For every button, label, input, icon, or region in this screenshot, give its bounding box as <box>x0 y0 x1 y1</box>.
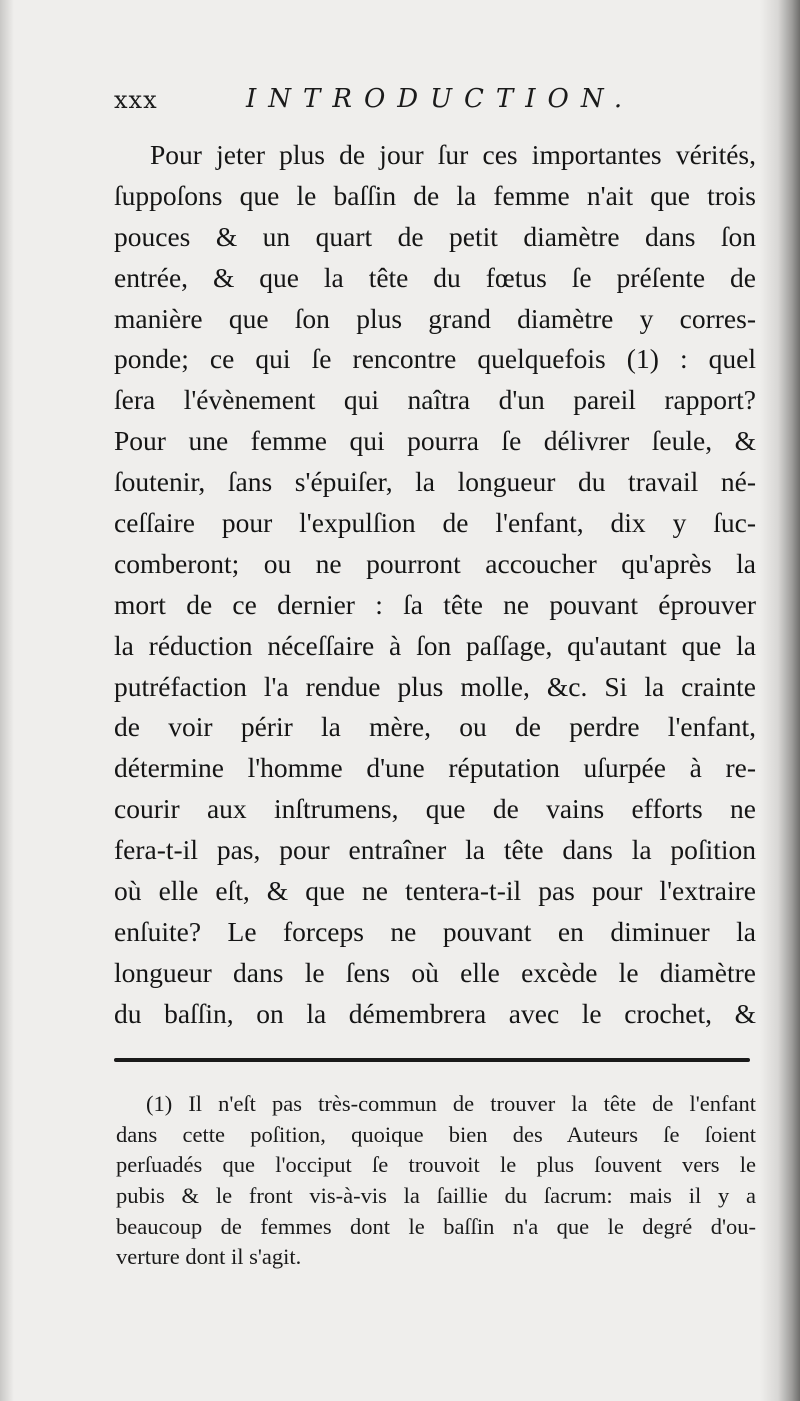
body-line: comberont; ou ne pourront accoucher qu'après la <box>114 547 756 579</box>
body-line: pouces & un quart de petit diamètre dans ſon <box>114 220 756 252</box>
body-line: de voir périr la mère, ou de perdre l'enfant, <box>114 711 756 743</box>
body-line: ſoutenir, ſans s'épuiſer, la longueur du travail né- <box>114 466 756 498</box>
page-gutter-left <box>0 0 14 1401</box>
body-line: Pour une femme qui pourra ſe délivrer ſeule, & <box>114 425 756 457</box>
footnote <box>116 1089 756 1273</box>
body-line: mort de ce dernier : ſa tête ne pouvant éprouver <box>114 588 756 620</box>
page-gutter-right <box>760 0 800 1401</box>
footnote-rule <box>114 1058 750 1062</box>
footnote-line: (1) Il n'eſt pas très-commun de trouver la tête de l'enfant <box>146 1091 756 1116</box>
footnote-line: beaucoup de femmes dont le baſſin n'a que le degré d'ou- <box>116 1213 756 1239</box>
body-line: manière que ſon plus grand diamètre y corres- <box>114 302 756 334</box>
main-paragraph <box>114 135 756 1035</box>
body-line: courir aux inſtrumens, que de vains efforts ne <box>114 793 756 825</box>
body-line: où elle eſt, & que ne tentera-t-il pas pour l'extraire <box>114 875 756 907</box>
footnote-line: perſuadés que l'occiput ſe trouvoit le plus ſouvent vers le <box>116 1152 756 1178</box>
footnote-line: dans cette poſition, quoique bien des Auteurs ſe ſoient <box>116 1121 756 1147</box>
body-line: fera-t-il pas, pour entraîner la tête dans la poſition <box>114 834 756 866</box>
running-head <box>114 82 754 122</box>
body-line: enſuite? Le forceps ne pouvant en diminuer la <box>114 915 756 947</box>
footnote-line: verture dont il s'agit. <box>116 1244 302 1270</box>
footnote-line: pubis & le front vis-à-vis la ſaillie du ſacrum: mais il y a <box>116 1183 756 1209</box>
body-line: entrée, & que la tête du fœtus ſe préſente de <box>114 261 756 293</box>
body-line: Pour jeter plus de jour ſur ces importantes vérités, <box>150 139 756 170</box>
body-line: ceſſaire pour l'expulſion de l'enfant, dix y ſuc- <box>114 507 756 539</box>
body-line: la réduction néceſſaire à ſon paſſage, qu'autant que la <box>114 629 756 661</box>
body-line: ponde; ce qui ſe rencontre quelquefois (1) : quel <box>114 343 756 375</box>
body-line: ſera l'évènement qui naîtra d'un pareil rapport? <box>114 384 756 416</box>
body-line: ſuppoſons que le baſſin de la femme n'ait que trois <box>114 179 756 211</box>
body-line: du baſſin, on la démembrera avec le crochet, & <box>114 997 756 1029</box>
body-line: putréfaction l'a rendue plus molle, &c. Si la crainte <box>114 670 756 702</box>
body-line: longueur dans le ſens où elle excède le diamètre <box>114 956 756 988</box>
section-title: INTRODUCTION. <box>246 84 635 114</box>
page-number: xxx <box>114 86 158 114</box>
body-line: détermine l'homme d'une réputation uſurpée à re- <box>114 752 756 784</box>
